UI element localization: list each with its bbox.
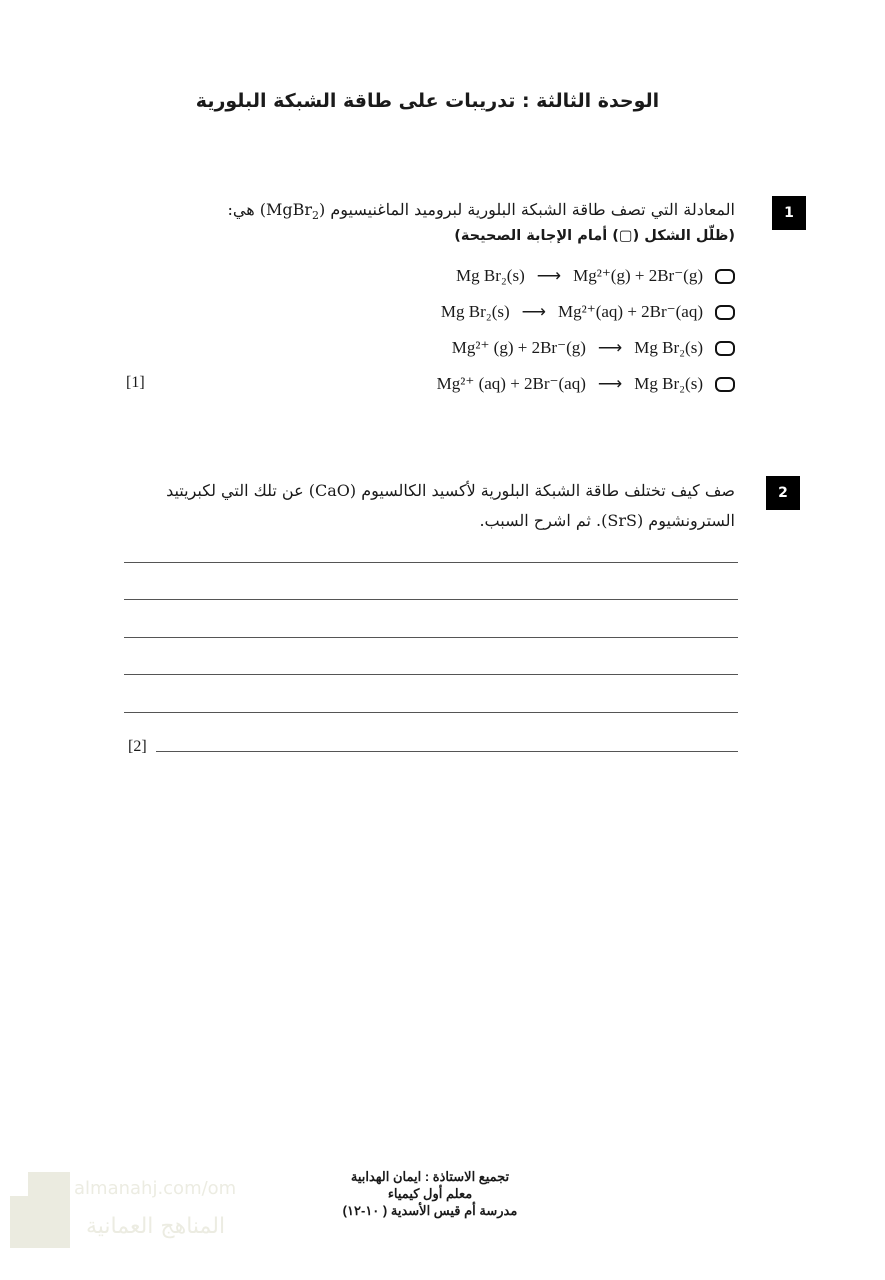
question-1-instruction: (ظلّل الشكل (▢) أمام الإجابة الصحيحة) <box>454 228 735 244</box>
question-1-text-part2: ) هي: <box>227 200 266 219</box>
option-2-lhs: Mg Br₂(s) <box>440 302 510 321</box>
arrow-icon: ⟶ <box>597 338 623 357</box>
arrow-icon: ⟶ <box>597 374 623 393</box>
option-2-rhs: Mg²⁺(aq) + 2Br⁻(aq) <box>558 302 703 321</box>
watermark-url: almanahj.com/om <box>74 1178 237 1199</box>
answer-line[interactable] <box>156 751 738 752</box>
answer-line[interactable] <box>124 712 738 713</box>
option-3-rhs: Mg Br₂(s) <box>634 338 703 357</box>
option-3-lhs: Mg²⁺ (g) + 2Br⁻(g) <box>451 338 586 357</box>
option-1-oval[interactable] <box>715 269 735 284</box>
option-4-lhs: Mg²⁺ (aq) + 2Br⁻(aq) <box>436 374 586 393</box>
footer <box>300 1168 560 1219</box>
question-1-marks: [1] <box>126 374 145 391</box>
question-1-text-sub: 2 <box>312 209 320 223</box>
option-1-rhs: Mg²⁺(g) + 2Br⁻(g) <box>573 266 703 285</box>
footer-role: معلم أول كيمياء <box>387 1186 473 1201</box>
option-4-rhs: Mg Br₂(s) <box>634 374 703 393</box>
footer-school: مدرسة أم قيس الأسدية ( ١٠-١٢) <box>342 1203 518 1218</box>
footer-compiler: تجميع الاستاذة : ايمان الهدابية <box>350 1169 510 1184</box>
question-1-text <box>135 196 735 230</box>
arrow-icon: ⟶ <box>536 266 562 285</box>
arrow-icon: ⟶ <box>521 302 547 321</box>
question-2-marks: [2] <box>128 738 147 755</box>
watermark-logo-block <box>28 1172 70 1248</box>
option-1[interactable] <box>456 262 735 290</box>
option-1-lhs: Mg Br₂(s) <box>456 266 525 285</box>
option-3[interactable] <box>452 334 735 362</box>
question-number-2: 2 <box>766 476 800 510</box>
option-4[interactable] <box>437 370 735 398</box>
question-number-1: 1 <box>772 196 806 230</box>
question-2-line-1: صف كيف تختلف طاقة الشبكة البلورية لأكسيد الكالسيوم (CaO) عن تلك التي لكبريتيد <box>166 481 735 500</box>
option-2-oval[interactable] <box>715 305 735 320</box>
question-1-text-part1: المعادلة التي تصف طاقة الشبكة البلورية لبروميد الماغنيسيوم (MgBr <box>265 200 735 219</box>
answer-line[interactable] <box>124 599 738 600</box>
question-2-line-2: السترونشيوم (SrS). ثم اشرح السبب. <box>479 511 735 530</box>
answer-line[interactable] <box>124 674 738 675</box>
option-2[interactable] <box>441 298 735 326</box>
option-4-oval[interactable] <box>715 377 735 392</box>
page-title: الوحدة الثالثة : تدريبات على طاقة الشبكة البلورية <box>195 90 660 112</box>
watermark-arabic: المناهج العمانية <box>86 1214 226 1239</box>
answer-line[interactable] <box>124 562 738 563</box>
option-3-oval[interactable] <box>715 341 735 356</box>
answer-line[interactable] <box>124 637 738 638</box>
